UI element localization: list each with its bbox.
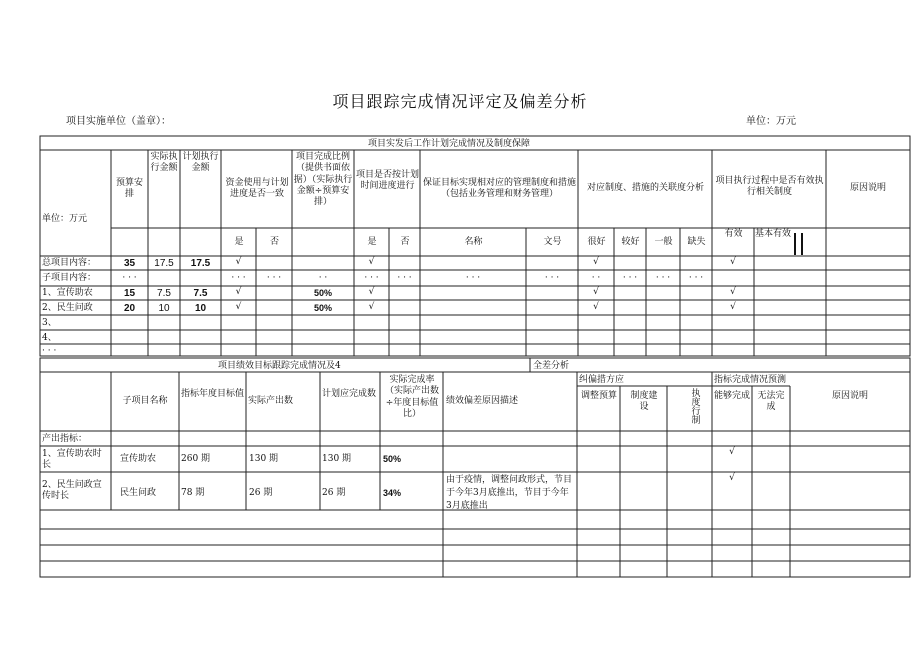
col-annual-target: 指标年度目标值 <box>181 389 245 399</box>
row-label: · · · <box>42 346 57 356</box>
row-label: 2、民生问政 <box>42 303 93 313</box>
check-mark: √ <box>729 447 735 457</box>
sub-good: 很好 <box>587 237 606 247</box>
check-mark: √ <box>235 287 242 297</box>
col-deviation: 绩效偏差原因描述 <box>446 396 519 406</box>
sub-exec-control: 执度行制 <box>691 389 701 426</box>
ellipsis: · · <box>591 273 601 283</box>
col-actual-rate: 实际完成率（实际产出数÷年度目标值比） <box>384 375 439 419</box>
ellipsis: · · <box>318 273 328 283</box>
group-forecast: 指标完成情况预测 <box>714 375 787 385</box>
check-mark: √ <box>730 257 736 267</box>
cell-actual-output: 130 期 <box>249 454 279 464</box>
col-reason: 原因说明 <box>849 183 886 193</box>
sub-fair: 较好 <box>621 237 640 247</box>
cell-ratio: 50% <box>313 288 332 298</box>
sub-avg: 一般 <box>654 237 673 247</box>
unit-label-top: 单位：万元 <box>746 116 796 127</box>
col-mgmt: 保证目标实现相对应的管理制度和措施（包括业务管理和财务管理） <box>422 178 576 200</box>
page-title: 项目跟踪完成情况评定及偏差分析 <box>332 92 588 111</box>
cell-plan: 10 <box>194 303 207 314</box>
sub-cannot-finish: 无法完成 <box>757 391 785 413</box>
check-mark: √ <box>730 302 736 312</box>
check-mark: √ <box>729 473 735 483</box>
cell-actual: 17.5 <box>154 258 174 269</box>
col-effective: 项目执行过程中是否有效执行相关制度 <box>715 176 824 198</box>
cell-rate: 50% <box>383 454 402 464</box>
ellipsis: · · · <box>544 273 560 283</box>
ellipsis: · · · <box>465 273 481 283</box>
sub-basic: 基本有效 <box>755 229 792 239</box>
sub-docno: 文号 <box>543 237 562 247</box>
cell-actual: 7.5 <box>157 288 171 299</box>
cell-rate: 34% <box>383 488 402 498</box>
cell-budget: 35 <box>123 258 136 269</box>
check-mark: √ <box>235 302 242 312</box>
cell-sub: 宣传助农 <box>120 454 157 464</box>
cell-budget: 15 <box>123 288 136 299</box>
check-mark: √ <box>235 257 242 267</box>
sub-missing: 缺失 <box>687 237 706 247</box>
col-on-time: 项目是否按计划时间进度进行 <box>356 170 420 192</box>
check-mark: √ <box>593 302 599 312</box>
col-plan-value: 计划应完成数 <box>322 389 377 399</box>
ellipsis: · · · <box>266 273 282 283</box>
table2-banner-left: 项目绩效目标跟踪完成情况及4 <box>218 361 341 371</box>
sub-yes2: 是 <box>367 237 377 247</box>
sub-no: 否 <box>269 237 279 247</box>
cell-ratio: 50% <box>313 303 332 313</box>
ellipsis: · · · <box>122 273 137 283</box>
cell-sub: 民生问政 <box>120 488 157 498</box>
row-label: 1、宣传助农时长 <box>42 449 102 471</box>
col-actual-output: 实际产出数 <box>248 396 294 406</box>
thick-bars <box>795 233 802 255</box>
ellipsis: · · · <box>231 273 246 283</box>
ellipsis: · · · <box>397 273 412 283</box>
row-label: 4、 <box>42 333 57 343</box>
sub-no2: 否 <box>400 237 410 247</box>
check-mark: √ <box>593 287 599 297</box>
check-mark: √ <box>730 287 736 297</box>
check-mark: √ <box>593 257 599 267</box>
row-label: 2、民生问政宣传时长 <box>42 480 102 502</box>
check-mark: √ <box>368 257 375 267</box>
sub-can-finish: 能够完成 <box>714 391 751 401</box>
cell-deviation: 由于疫情，调整问政形式，节目于今年3月底推出，节目于今年3月底推出 <box>446 475 573 512</box>
col-reason-2: 原因说明 <box>831 391 868 401</box>
row-label: 子项目内容： <box>42 273 97 283</box>
cell-plan-value: 26 期 <box>322 488 346 498</box>
section-output: 产出指标： <box>42 434 88 444</box>
cell-target: 78 期 <box>181 488 205 498</box>
group-correction: 纠偏措方应 <box>579 375 625 385</box>
check-mark: √ <box>368 302 375 312</box>
ellipsis: · · · <box>655 273 671 283</box>
sub-system-build: 制度建设 <box>630 391 658 413</box>
col-actual: 实际执行金额 <box>150 152 178 174</box>
ellipsis: · · · <box>688 273 704 283</box>
sub-yes: 是 <box>234 237 244 247</box>
sub-name: 名称 <box>464 237 483 247</box>
cell-budget: 20 <box>123 303 136 314</box>
cell-plan: 17.5 <box>190 258 211 269</box>
cell-plan-value: 130 期 <box>322 454 352 464</box>
col-relevance: 对应制度、措施的关联度分析 <box>586 183 704 193</box>
table1-unit-label: 单位：万元 <box>42 214 88 224</box>
ellipsis: · · · <box>364 273 379 283</box>
col-budget: 预算安排 <box>115 178 143 200</box>
cell-actual: 10 <box>158 303 170 314</box>
row-label: 1、宣传助农 <box>42 288 93 298</box>
sub-valid: 有效 <box>724 229 743 239</box>
table2-banner-right: 全差分析 <box>533 361 570 371</box>
col-plan: 计划执行金额 <box>182 152 219 174</box>
row-label: 总项目内容： <box>42 258 97 268</box>
cell-actual-output: 26 期 <box>249 488 273 498</box>
col-sub-name: 子项目名称 <box>122 396 168 406</box>
table1-banner: 项目实发后工作计划完成情况及制度保障 <box>368 139 531 149</box>
cell-plan: 7.5 <box>193 288 208 299</box>
ellipsis: · · · <box>622 273 638 283</box>
org-label: 项目实施单位（盖章）： <box>66 116 171 127</box>
col-ratio: 项目完成比例（提供书面依据）（实际执行金额÷预算安排） <box>293 152 353 207</box>
cell-target: 260 期 <box>181 454 211 464</box>
sub-adjust-budget: 调整预算 <box>580 391 617 401</box>
col-fund-use: 资金使用与计划进度是否一致 <box>225 178 289 200</box>
check-mark: √ <box>368 287 375 297</box>
row-label: 3、 <box>42 318 57 328</box>
